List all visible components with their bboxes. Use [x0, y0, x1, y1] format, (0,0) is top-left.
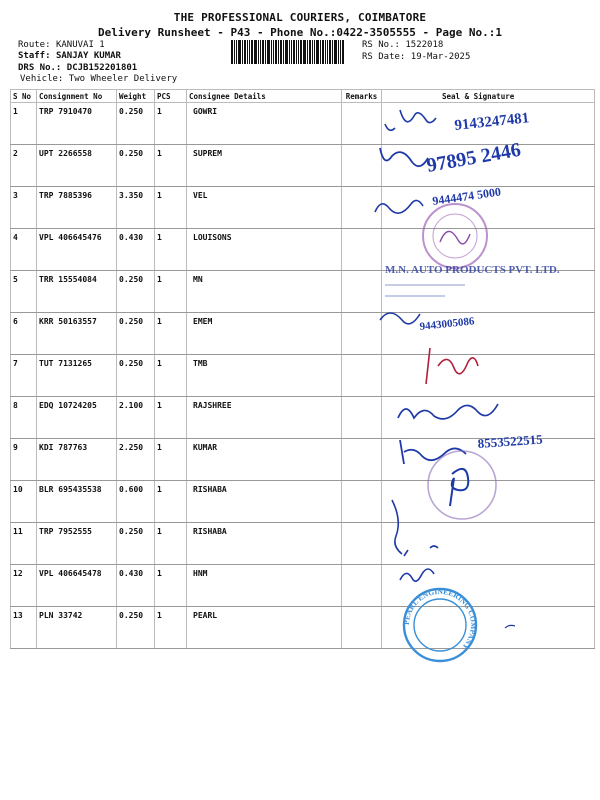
cell-consignee: GOWRI — [187, 103, 342, 145]
cell-consignee: KUMAR — [187, 439, 342, 481]
cell-pcs: 1 — [155, 229, 187, 271]
cell-remarks — [342, 397, 382, 439]
route-line — [18, 40, 105, 50]
drs-line — [18, 63, 137, 73]
cell-remarks — [342, 229, 382, 271]
table-row — [11, 103, 595, 145]
table-row — [11, 271, 595, 313]
cell-remarks — [342, 313, 382, 355]
phone-row-6: 9443005086 — [419, 315, 476, 333]
table-row — [11, 229, 595, 271]
staff-label: Staff: — [18, 51, 51, 61]
cell-pcs: 1 — [155, 523, 187, 565]
cell-consignment: TUT 7131265 — [37, 355, 117, 397]
rs-date-label: RS Date: — [362, 52, 406, 62]
cell-weight: 0.250 — [117, 145, 155, 187]
cell-sno: 1 — [11, 103, 37, 145]
delivery-table — [10, 89, 595, 649]
cell-consignment: VPL 406645478 — [37, 565, 117, 607]
table-row — [11, 523, 595, 565]
cell-consignment: TRP 7910470 — [37, 103, 117, 145]
rs-number-label: RS No.: — [362, 40, 400, 50]
cell-seal-signature — [382, 313, 595, 355]
cell-remarks — [342, 187, 382, 229]
cell-remarks — [342, 565, 382, 607]
cell-sno: 6 — [11, 313, 37, 355]
table-row — [11, 607, 595, 649]
cell-seal-signature — [382, 355, 595, 397]
cell-sno: 10 — [11, 481, 37, 523]
cell-consignee: LOUISONS — [187, 229, 342, 271]
cell-seal-signature — [382, 184, 595, 229]
cell-sno: 4 — [11, 229, 37, 271]
cell-weight: 0.430 — [117, 229, 155, 271]
cell-consignee: HNM — [187, 565, 342, 607]
cell-remarks — [342, 607, 382, 649]
cell-sno: 5 — [11, 271, 37, 313]
table-row — [11, 439, 595, 481]
cell-sno: 2 — [11, 145, 37, 187]
cell-sno: 7 — [11, 355, 37, 397]
table-row — [11, 355, 595, 397]
phone-row-3: 9444474 5000 — [431, 184, 502, 208]
table-row — [11, 187, 595, 229]
rs-date-value: 19-Mar-2025 — [410, 52, 471, 62]
cell-remarks — [342, 481, 382, 523]
cell-weight: 0.250 — [117, 355, 155, 397]
cell-seal-signature — [382, 607, 595, 649]
rs-date-line — [362, 52, 470, 62]
cell-weight: 2.250 — [117, 439, 155, 481]
cell-remarks — [342, 439, 382, 481]
cell-pcs: 1 — [155, 313, 187, 355]
table-row — [11, 145, 595, 187]
cell-pcs: 1 — [155, 145, 187, 187]
cell-sno: 9 — [11, 439, 37, 481]
header-pcs: PCS — [155, 90, 187, 103]
cell-seal-signature — [382, 565, 595, 607]
header-weight: Weight — [117, 90, 155, 103]
cell-pcs: 1 — [155, 607, 187, 649]
cell-consignment: TRP 7952555 — [37, 523, 117, 565]
cell-weight: 0.250 — [117, 607, 155, 649]
stamp-row-13-text: PEARL ENGINEERING COMPANY — [401, 586, 479, 652]
cell-consignee: VEL — [187, 187, 342, 229]
cell-sno: 3 — [11, 187, 37, 229]
cell-seal-signature — [382, 481, 595, 523]
cell-weight: 3.350 — [117, 187, 155, 229]
cell-consignment: TRP 7885396 — [37, 187, 117, 229]
cell-sno: 12 — [11, 565, 37, 607]
cell-pcs: 1 — [155, 397, 187, 439]
drs-label: DRS No.: — [18, 63, 62, 73]
phone-row-2: 97895 2446 — [425, 138, 523, 177]
cell-pcs: 1 — [155, 481, 187, 523]
cell-consignment: TRR 15554084 — [37, 271, 117, 313]
cell-remarks — [342, 103, 382, 145]
cell-weight: 0.600 — [117, 481, 155, 523]
cell-seal-signature — [382, 397, 595, 439]
cell-pcs: 1 — [155, 103, 187, 145]
route-value: KANUVAI 1 — [55, 40, 105, 50]
vehicle-value: Two Wheeler Delivery — [68, 74, 178, 84]
stamp-row-5: M.N. AUTO PRODUCTS PVT. LTD. — [385, 264, 560, 276]
cell-consignee: TMB — [187, 355, 342, 397]
cell-consignee: EMEM — [187, 313, 342, 355]
cell-consignment: PLN 33742 — [37, 607, 117, 649]
cell-seal-signature — [382, 103, 595, 145]
header-sno: S No — [11, 90, 37, 103]
barcode-image — [231, 40, 355, 64]
cell-seal-signature — [382, 229, 595, 271]
cell-consignment: KDI 787763 — [37, 439, 117, 481]
cell-sno: 8 — [11, 397, 37, 439]
staff-line — [18, 51, 121, 61]
cell-seal-signature — [382, 145, 595, 187]
table-row — [11, 481, 595, 523]
phone-row-9: 8553522515 — [477, 431, 544, 451]
table-row — [11, 397, 595, 439]
cell-consignment: KRR 50163557 — [37, 313, 117, 355]
cell-weight: 0.250 — [117, 103, 155, 145]
cell-weight: 0.250 — [117, 271, 155, 313]
cell-pcs: 1 — [155, 187, 187, 229]
cell-pcs: 1 — [155, 271, 187, 313]
cell-consignee: MN — [187, 271, 342, 313]
cell-remarks — [342, 145, 382, 187]
table-header-row — [11, 90, 595, 103]
cell-consignment: EDQ 10724205 — [37, 397, 117, 439]
rs-number-line — [362, 40, 443, 50]
rs-number-value: 1522018 — [405, 40, 444, 50]
cell-weight: 0.250 — [117, 523, 155, 565]
cell-weight: 0.430 — [117, 565, 155, 607]
cell-pcs: 1 — [155, 439, 187, 481]
cell-consignment: VPL 406645476 — [37, 229, 117, 271]
header-consignment: Consignment No — [37, 90, 117, 103]
cell-consignee: PEARL — [187, 607, 342, 649]
vehicle-label: Vehicle: — [20, 74, 64, 84]
runsheet-subtitle: Delivery Runsheet - P43 - Phone No.:0422-3505555 - Page No.:1 — [98, 26, 502, 39]
cell-seal-signature — [382, 439, 595, 481]
cell-weight: 0.250 — [117, 313, 155, 355]
header-remarks: Remarks — [342, 90, 382, 103]
cell-consignee: RISHABA — [187, 481, 342, 523]
cell-consignment: BLR 695435538 — [37, 481, 117, 523]
header-consignee: Consignee Details — [187, 90, 342, 103]
cell-seal-signature — [382, 271, 595, 313]
header-seal-signature: Seal & Signature — [382, 90, 595, 103]
drs-value: DCJB152201801 — [66, 63, 138, 73]
cell-consignment: UPT 2266558 — [37, 145, 117, 187]
cell-consignee: RISHABA — [187, 523, 342, 565]
staff-value: SANJAY KUMAR — [55, 51, 121, 61]
cell-sno: 11 — [11, 523, 37, 565]
vehicle-line — [20, 74, 177, 84]
cell-pcs: 1 — [155, 355, 187, 397]
cell-seal-signature — [382, 523, 595, 565]
table-row — [11, 313, 595, 355]
cell-remarks — [342, 271, 382, 313]
cell-remarks — [342, 523, 382, 565]
company-title: THE PROFESSIONAL COURIERS, COIMBATORE — [173, 11, 427, 24]
cell-sno: 13 — [11, 607, 37, 649]
cell-pcs: 1 — [155, 565, 187, 607]
cell-remarks — [342, 355, 382, 397]
cell-consignee: SUPREM — [187, 145, 342, 187]
route-label: Route: — [18, 40, 51, 50]
cell-weight: 2.100 — [117, 397, 155, 439]
table-row — [11, 565, 595, 607]
phone-row-1: 9143247481 — [453, 110, 531, 134]
cell-consignee: RAJSHREE — [187, 397, 342, 439]
